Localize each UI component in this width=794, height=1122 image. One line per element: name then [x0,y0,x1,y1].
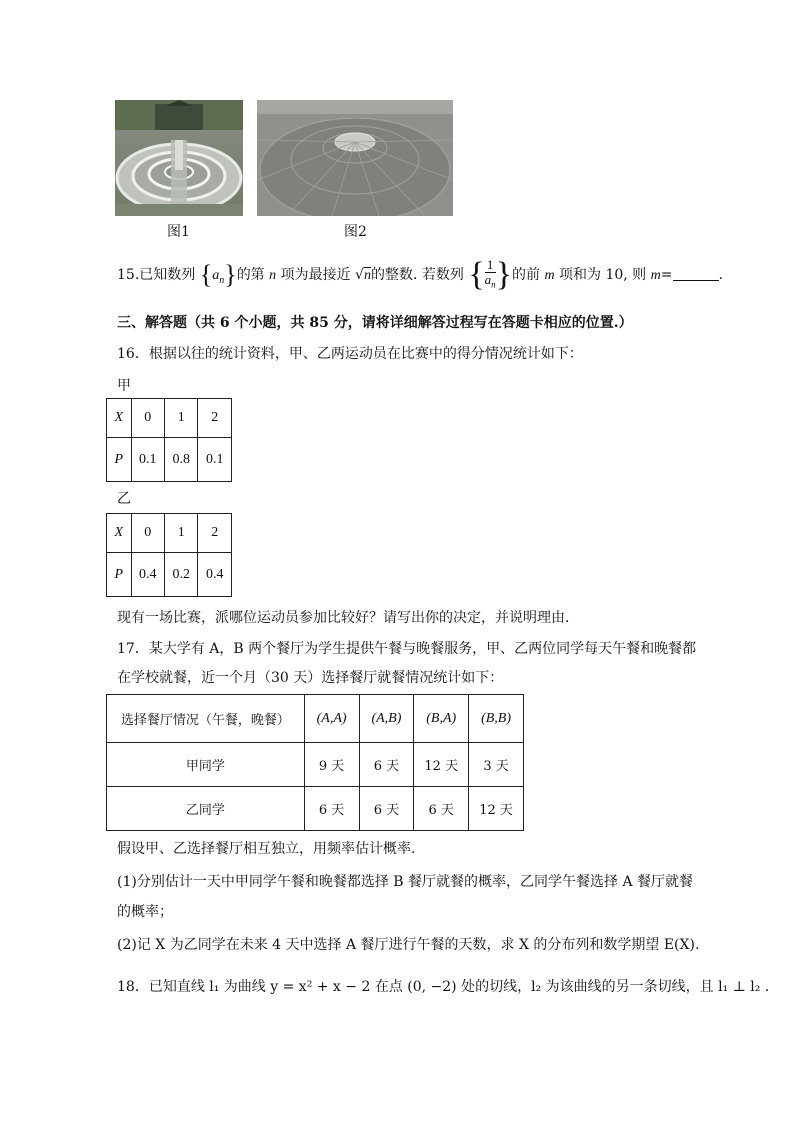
table-row [107,787,524,831]
q15-sub: n [219,274,225,286]
table-cell: 12 天 [414,743,469,787]
right-brace-icon: } [224,260,237,289]
table-cell: 0.4 [198,553,232,597]
table-row [107,438,232,482]
question-17-line-1: 17．某大学有 A，B 两个餐厅为学生提供午餐与晚餐服务，甲、乙两位同学每天午餐和晚餐都 [117,641,697,657]
question-17-part-1-line-2: 的概率； [117,904,173,920]
answer-blank[interactable] [673,266,719,281]
left-brace-large-icon: { [468,256,485,293]
section-3-heading: 三、解答题（共 6 个小题，共 85 分，请将详细解答过程写在答题卡相应的位置.） [117,315,633,331]
q15-n1: n [269,268,277,283]
q15-frac-num: 1 [485,258,496,273]
table-cell: 0 [131,399,164,438]
table-restaurant [106,694,524,831]
q15-text-a: 已知数列 [139,267,196,283]
q15-m2: m [650,268,661,283]
q15-frac-den: $a_n$ [484,272,496,290]
label-yi: 乙 [117,491,131,507]
table-cell: X [107,399,132,438]
figure-1-caption: 图1 [167,224,190,240]
table-cell: 0.8 [164,438,197,482]
q15-fraction [485,258,496,292]
question-16-text: 16．根据以往的统计资料，甲、乙两运动员在比赛中的得分情况统计如下： [117,346,583,362]
question-17-part-1-line-1: (1)分别估计一天中甲同学午餐和晚餐都选择 B 餐厅就餐的概率，乙同学午餐选择 A 餐厅就餐 [117,874,694,890]
q15-eq: = [660,267,673,283]
q15-text-b: 的第 [236,267,265,283]
q15-text-d: 的整数. 若数列 [370,267,464,283]
table-cell: 6 天 [359,787,414,831]
table-cell: 0.1 [131,438,164,482]
question-17-line-2: 在学校就餐，近一个月（30 天）选择餐厅就餐情况统计如下： [117,670,504,686]
table-header-cell: 选择餐厅情况（午餐，晚餐） [107,695,305,743]
table-yi [106,513,232,597]
q15-text-e: 的前 [511,267,540,283]
table-cell: P [107,438,132,482]
q15-m1: m [544,268,555,283]
table-row [107,514,232,553]
table-header-cell: (B,A) [414,695,469,743]
question-18: 18．已知直线 l₁ 为曲线 y = x² + x − 2 在点 (0, −2) 处的切线，l₂ 为该曲线的另一条切线，且 l₁ ⊥ l₂ . [117,979,770,995]
table-cell: 3 天 [469,743,524,787]
table-cell: 乙同学 [107,787,305,831]
table-cell: 6 天 [414,787,469,831]
figure-2-caption: 图2 [344,224,367,240]
table-header-cell: (A,B) [359,695,414,743]
table-row [107,743,524,787]
table-cell: 6 天 [304,787,359,831]
table-cell: 6 天 [359,743,414,787]
table-header-row [107,695,524,743]
sqrt-icon: √ [355,267,364,283]
table-cell: X [107,514,132,553]
question-17-part-2: (2)记 X 为乙同学在未来 4 天中选择 A 餐厅进行午餐的天数，求 X 的分布列和数学期望 E(X). [117,937,700,953]
q15-text-f: 项和为 10, 则 [559,267,647,283]
left-brace-icon: { [199,260,213,289]
table-cell: 2 [198,514,232,553]
stone-circle-image [257,100,453,216]
q15-number: 15. [117,267,140,283]
question-17-assumption: 假设甲、乙选择餐厅相互独立，用频率估计概率. [117,841,416,857]
table-row [107,399,232,438]
table-header-cell: (B,B) [469,695,524,743]
figure-1-photo [115,100,243,216]
q15-seq: a [212,268,220,283]
q15-end: . [718,267,723,283]
label-jia: 甲 [117,378,131,394]
table-cell: 甲同学 [107,743,305,787]
table-cell: 0.4 [131,553,164,597]
table-cell: 12 天 [469,787,524,831]
figure-2-photo [257,100,453,216]
altar-image [115,100,243,216]
right-brace-large-icon: } [495,256,512,293]
table-cell: 0.2 [164,553,197,597]
q15-text-c: 项为最接近 [280,267,351,283]
table-cell: 1 [164,399,197,438]
table-cell: 2 [198,399,232,438]
table-cell: 0 [131,514,164,553]
table-cell: 0.1 [198,438,232,482]
q15-sqrt-arg: n [363,268,371,283]
table-row [107,553,232,597]
question-16-prompt: 现有一场比赛，派哪位运动员参加比较好？请写出你的决定，并说明理由. [117,610,570,626]
table-header-cell: (A,A) [304,695,359,743]
question-15 [117,258,723,292]
table-jia [106,398,232,482]
table-cell: P [107,553,132,597]
table-cell: 1 [164,514,197,553]
table-cell: 9 天 [304,743,359,787]
